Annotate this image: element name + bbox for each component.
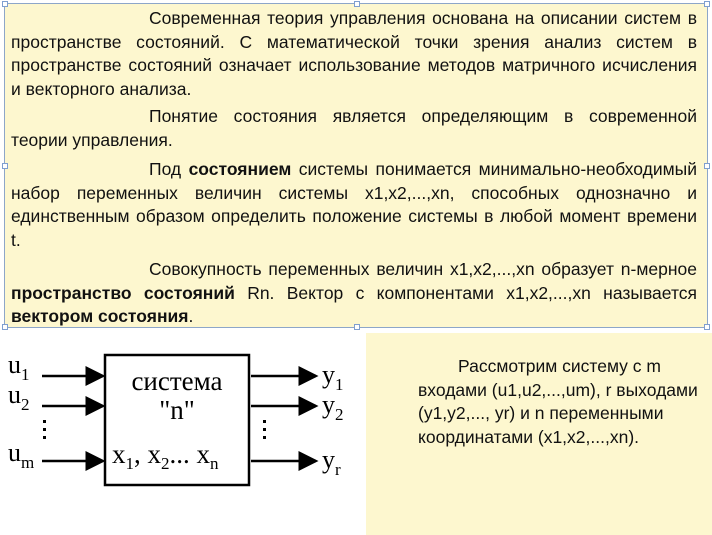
resize-handle-bottom-right[interactable] [704, 324, 710, 330]
input-label-u1: $u_1$ [8, 350, 30, 384]
resize-handle-middle-left[interactable] [2, 163, 8, 169]
side-paragraph [418, 355, 704, 449]
paragraph-intro-text: Современная теория управления основана на описании систем в пространстве состояний. С математической точки зрения анализ систем в пространстве состояний означает использование методов матричного исчисления и векторного анализа. [11, 8, 697, 99]
state-vector-term: вектором состояния [11, 306, 189, 326]
input-label-u2: $u_2$ [8, 380, 30, 414]
resize-handle-top-right[interactable] [704, 1, 710, 7]
side-paragraph-text: Рассмотрим систему с m входами (u1,u2,...,um), r выходами (y1,y2,..., yr) и n переменными координатами (x1,x2,...,xn). [418, 356, 698, 447]
resize-handle-bottom-left[interactable] [2, 324, 8, 330]
resize-handle-top-left[interactable] [2, 1, 8, 7]
state-space-mid: Rn. Вектор с компонентами x1,x2,...,xn называется [234, 282, 697, 303]
system-diagram-svg [0, 333, 366, 493]
state-definition-post: системы понимается минимально-необходимый набор переменных величин системы x1,x2,...,xn, способных однозначно и единственным образом определить положение системы в любой момент времени t. [11, 159, 697, 250]
state-term: состоянием [188, 159, 292, 179]
system-diagram [0, 333, 366, 493]
main-text-box [4, 3, 708, 328]
paragraph-intro [11, 7, 697, 101]
side-text-box [366, 333, 712, 535]
output-label-y2: $y_2$ [322, 390, 344, 424]
state-definition-pre: Под [149, 159, 189, 179]
paragraph-state-definition [11, 158, 697, 252]
state-space-pre: Совокупность переменных величин x1,x2,...,xn образует n-мерное [149, 259, 697, 279]
state-space-post: . [188, 306, 194, 326]
system-block-label: система [131, 366, 223, 396]
resize-handle-middle-right[interactable] [704, 163, 710, 169]
output-label-yr: $y_r$ [322, 445, 341, 479]
input-label-um: $u_m$ [8, 438, 35, 472]
paragraph-state-concept-text: Понятие состояния является определяющим в современной теории управления. [11, 106, 697, 150]
state-space-term: пространство состояний [11, 282, 235, 303]
output-ellipsis-dots [263, 420, 266, 439]
system-order-label: "n" [159, 395, 195, 425]
paragraph-state-space [11, 258, 697, 329]
input-ellipsis-dots [43, 420, 46, 439]
output-label-y1: $y_1$ [322, 360, 344, 394]
state-variables-label: $x_1$, $x_2$... $x_n$ [112, 439, 219, 473]
paragraph-state-concept [11, 105, 697, 152]
